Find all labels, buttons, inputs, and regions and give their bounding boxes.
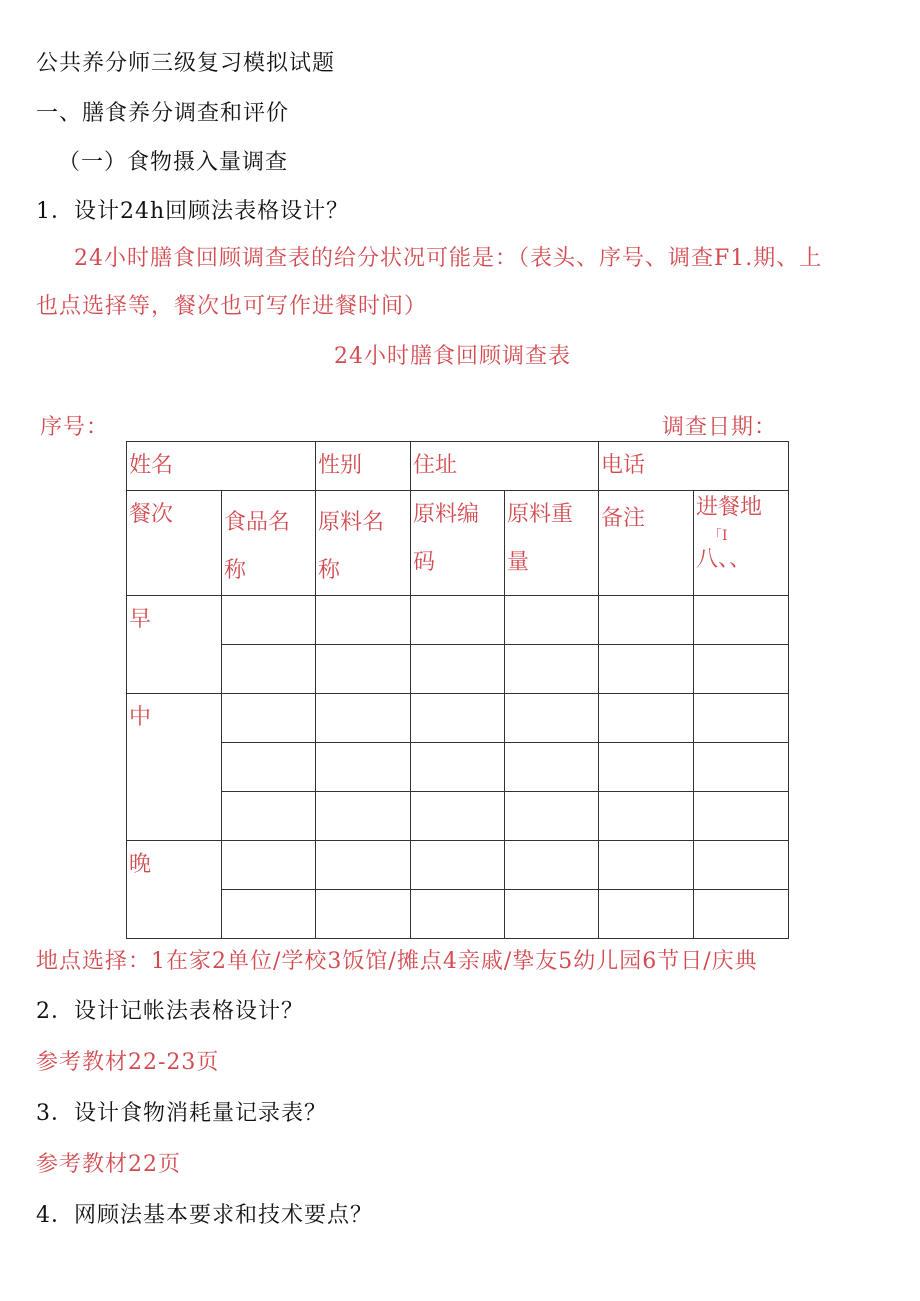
location-note: 地点选择：1在家2单位/学校3饭馆/摊点4亲戚/挚友5幼儿园6节日/庆典 <box>36 949 758 974</box>
table-row <box>127 596 789 645</box>
table-row <box>127 645 789 694</box>
gender-cell: 性别 <box>316 442 411 491</box>
table-row <box>127 841 789 890</box>
sequence-label: 序号： <box>40 415 110 440</box>
breakfast-cell: 早 <box>127 596 222 694</box>
column-header-row <box>127 491 789 596</box>
ingredient-weight-header: 原料重 量 <box>505 491 599 596</box>
phone-cell: 电话 <box>599 442 789 491</box>
table-row <box>127 792 789 841</box>
table-title: 24小时膳食回顾调查表 <box>334 344 571 369</box>
place-header: 进餐地 「I 八、、 <box>694 491 789 596</box>
ingredient-name-header: 原料名 称 <box>316 491 411 596</box>
name-cell: 姓名 <box>127 442 316 491</box>
address-cell: 住址 <box>411 442 599 491</box>
answer-intro-line-1: 24小时膳食回顾调查表的给分状况可能是：（表头、序号、调查F1.期、上 <box>74 246 823 271</box>
question-1: 1．设计24h回顾法表格设计？ <box>36 199 350 224</box>
section-heading: 一、膳食养分调查和评价 <box>36 101 290 126</box>
info-row <box>127 442 789 491</box>
table-row <box>127 743 789 792</box>
remark-header: 备注 <box>599 491 694 596</box>
subsection-heading: （一）食物摄入量调查 <box>58 150 289 175</box>
answer-intro-line-2: 也点选择等，餐次也可写作进餐时间） <box>36 294 428 319</box>
question-2: 2．设计记帐法表格设计？ <box>36 999 304 1024</box>
document-title: 公共养分师三级复习模拟试题 <box>36 51 336 76</box>
lunch-cell: 中 <box>127 694 222 841</box>
recall-survey-table <box>126 441 789 939</box>
table-row <box>127 694 789 743</box>
food-name-header: 食品名 称 <box>222 491 316 596</box>
survey-date-label: 调查日期： <box>662 415 778 440</box>
dinner-cell: 晚 <box>127 841 222 939</box>
answer-2: 参考教材22-23页 <box>36 1050 220 1075</box>
table-row <box>127 890 789 939</box>
ingredient-code-header: 原料编 码 <box>411 491 505 596</box>
meal-header: 餐次 <box>127 491 222 596</box>
question-4: 4．网顾法基本要求和技术要点？ <box>36 1203 373 1228</box>
answer-3: 参考教材22页 <box>36 1152 181 1177</box>
question-3: 3．设计食物消耗量记录表？ <box>36 1101 327 1126</box>
